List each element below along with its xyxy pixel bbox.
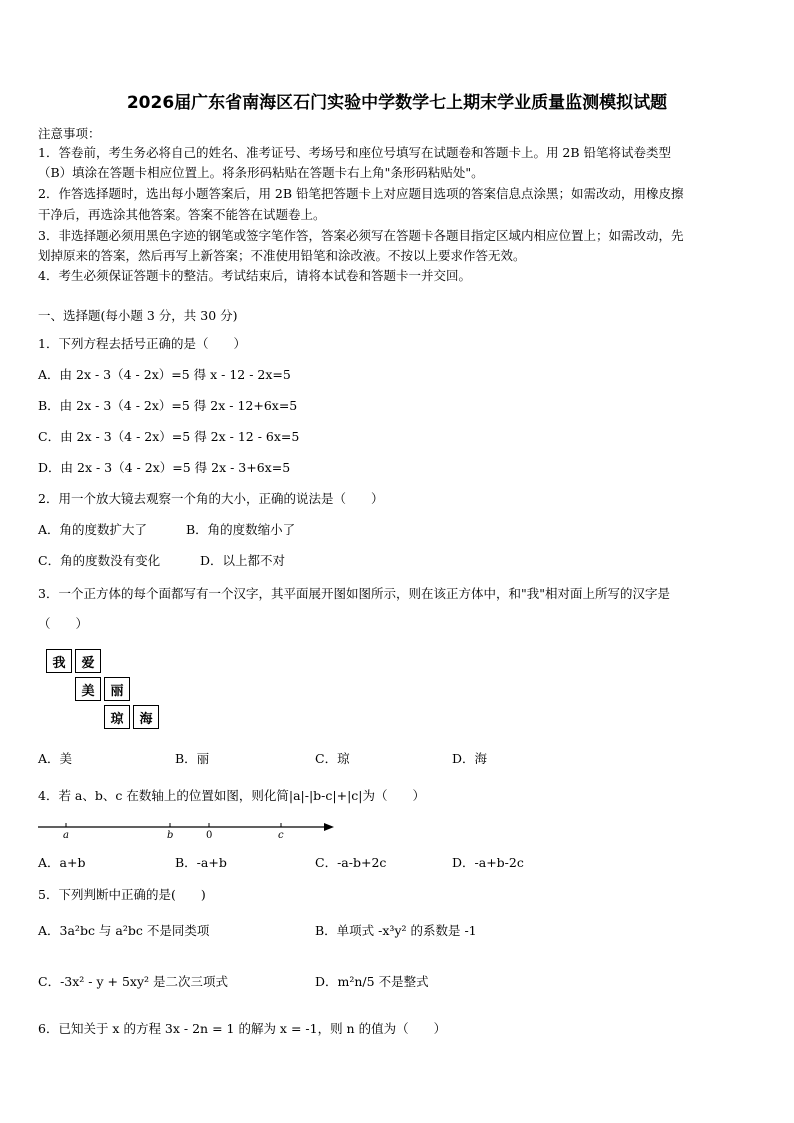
question-3-stem: 3．一个正方体的每个面都写有一个汉字，其平面展开图如图所示，则在该正方体中，和"我"相对面上所写的汉字是: [38, 586, 670, 601]
arrow-head-icon: [324, 823, 334, 831]
question-3-stem-cont: （ ）: [38, 616, 89, 631]
q1-option-c: C．由 2x - 3（4 - 2x）=5 得 2x - 12 - 6x=5: [38, 429, 300, 444]
net-cell: 丽: [104, 677, 130, 701]
q1-option-d: D．由 2x - 3（4 - 2x）=5 得 2x - 3+6x=5: [38, 460, 291, 475]
label-b: b: [167, 830, 174, 841]
notes-heading: 注意事项：: [38, 126, 101, 141]
q4-option-a: A．a+b: [38, 855, 86, 870]
q3-option-d: D．海: [452, 751, 488, 766]
question-4-stem: 4．若 a、b、c 在数轴上的位置如图，则化简|a|-|b-c|+|c|为（ ）: [38, 788, 426, 803]
q2-option-d: D．以上都不对: [200, 553, 286, 568]
net-cell: 琼: [104, 705, 130, 729]
q5-option-d: D．m²n/5 不是整式: [315, 974, 429, 989]
notes-line: 3．非选择题必须用黑色字迹的钢笔或签字笔作答，答案必须写在答题卡各题目指定区域内相应位置上；如需改动，先: [38, 228, 684, 243]
net-cell: 爱: [75, 649, 101, 673]
q4-option-d: D．-a+b-2c: [452, 855, 524, 870]
q4-option-c: C．-a-b+2c: [315, 855, 387, 870]
notes-line: 4．考生必须保证答题卡的整洁。考试结束后，请将本试卷和答题卡一并交回。: [38, 268, 471, 283]
question-5-stem: 5．下列判断中正确的是( ): [38, 887, 206, 902]
q3-option-b: B．丽: [175, 751, 210, 766]
net-cell: 我: [46, 649, 72, 673]
q5-option-c: C．-3x² - y + 5xy² 是二次三项式: [38, 974, 229, 989]
notes-line: （B）填涂在答题卡相应位置上。将条形码粘贴在答题卡右上角"条形码粘贴处"。: [38, 165, 484, 180]
q3-option-a: A．美: [38, 751, 73, 766]
q2-option-b: B．角的度数缩小了: [186, 522, 296, 537]
net-cell: 美: [75, 677, 101, 701]
q2-option-c: C．角的度数没有变化: [38, 553, 161, 568]
question-1-stem: 1．下列方程去括号正确的是（ ）: [38, 336, 246, 351]
page-title: 2026届广东省南海区石门实验中学数学七上期末学业质量监测模拟试题: [126, 93, 668, 113]
q3-option-c: C．琼: [315, 751, 350, 766]
q1-option-b: B．由 2x - 3（4 - 2x）=5 得 2x - 12+6x=5: [38, 398, 298, 413]
notes-line: 干净后，再选涂其他答案。答案不能答在试题卷上。: [38, 207, 326, 222]
label-0: 0: [206, 830, 213, 841]
question-2-stem: 2．用一个放大镜去观察一个角的大小，正确的说法是（ ）: [38, 491, 384, 506]
label-c: c: [278, 830, 284, 841]
notes-line: 划掉原来的答案，然后再写上新答案；不准使用铅笔和涂改液。不按以上要求作答无效。: [38, 248, 526, 263]
q4-option-b: B．-a+b: [175, 855, 227, 870]
question-6-stem: 6．已知关于 x 的方程 3x - 2n = 1 的解为 x = -1，则 n 的值为（ ）: [38, 1021, 447, 1036]
q5-option-a: A．3a²bc 与 a²bc 不是同类项: [38, 923, 210, 938]
number-line-diagram: [30, 812, 340, 842]
section-heading: 一、选择题(每小题 3 分，共 30 分): [38, 308, 238, 323]
label-a: a: [63, 830, 69, 841]
notes-line: 1．答卷前，考生务必将自己的姓名、准考证号、考场号和座位号填写在试题卷和答题卡上。用 2B 铅笔将试卷类型: [38, 145, 672, 160]
q1-option-a: A．由 2x - 3（4 - 2x）=5 得 x - 12 - 2x=5: [38, 367, 291, 382]
q5-option-b: B．单项式 -x³y² 的系数是 -1: [315, 923, 477, 938]
net-cell: 海: [133, 705, 159, 729]
notes-line: 2．作答选择题时，选出每小题答案后，用 2B 铅笔把答题卡上对应题目选项的答案信息点涂黑；如需改动，用橡皮擦: [38, 186, 684, 201]
q2-option-a: A．角的度数扩大了: [38, 522, 148, 537]
